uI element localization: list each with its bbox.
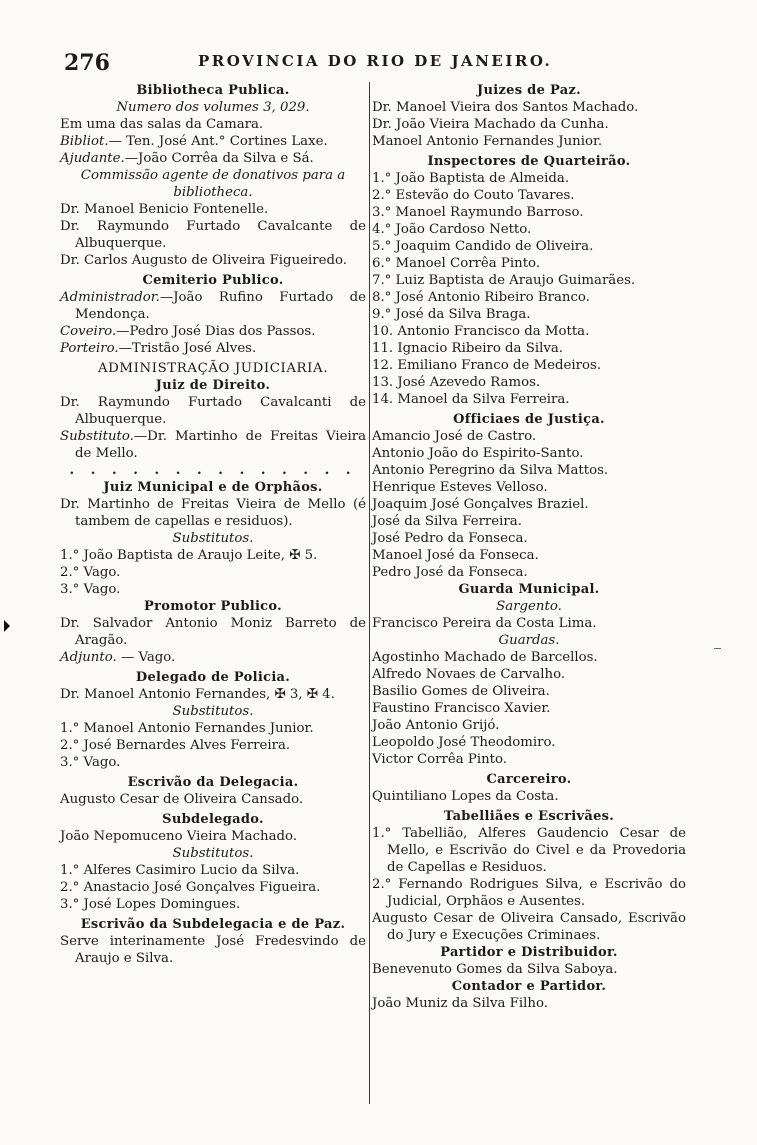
sergeant-heading: Sargento. [496, 599, 562, 614]
inspector-item: 3.° Manoel Raymundo Barroso. [372, 205, 584, 220]
substitute-item: 3.° Vago. [60, 755, 121, 770]
section-heading-administracao: ADMINISTRAÇÃO JUDICIARIA. [97, 361, 329, 376]
page-title: PROVINCIA DO RIO DE JANEIRO. [198, 52, 553, 70]
substitute-item: 3.° Vago. [60, 582, 121, 597]
police-delegate-name: Dr. Manoel Antonio Fernandes, ✠ 3, ✠ 4. [60, 687, 335, 702]
officer-item: Joaquim José Gonçalves Braziel. [372, 497, 589, 512]
section-heading-tabelliaes: Tabelliães e Escrivães. [443, 809, 615, 824]
officer-item: Manoel José da Fonseca. [372, 548, 539, 563]
section-heading-juizes-paz: Juizes de Paz. [477, 83, 581, 98]
section-heading-juiz-direito: Juiz de Direito. [155, 378, 271, 393]
officer-item: Antonio João do Espirito-Santo. [372, 446, 584, 461]
judge-name: Dr. Raymundo Furtado Cavalcanti de Albuquerque. [60, 395, 366, 427]
guard-item: Alfredo Novaes de Carvalho. [372, 667, 566, 682]
distributor-name: Benevenuto Gomes da Silva Saboya. [372, 962, 618, 977]
section-heading-contador: Contador e Partidor. [451, 979, 607, 994]
inspector-item: 2.° Estevão do Couto Tavares. [372, 188, 575, 203]
guard-item: Leopoldo José Theodomiro. [372, 735, 556, 750]
accountant-name: João Muniz da Silva Filho. [372, 996, 548, 1011]
substitute-item: 1.° Manoel Antonio Fernandes Junior. [60, 721, 314, 736]
section-heading-guarda: Guarda Municipal. [458, 582, 600, 597]
prosecutor-adjunct-name: — Vago. [116, 650, 176, 665]
inspector-item: 13. José Azevedo Ramos. [372, 375, 541, 390]
officer-item: Amancio José de Castro. [372, 429, 537, 444]
sergeant-name: Francisco Pereira da Costa Lima. [372, 616, 597, 631]
guard-item: Agostinho Machado de Barcellos. [372, 650, 598, 665]
cemetery-admin-name: —João Rufino Furtado de Mendonça. [75, 290, 366, 322]
role-label: Coveiro. [60, 324, 117, 339]
page-number: 276 [64, 50, 110, 76]
role-label: Bibliot. [60, 134, 109, 149]
justice-of-peace-item: Dr. Manoel Vieira dos Santos Machado. [372, 100, 639, 115]
justice-of-peace-item: Manoel Antonio Fernandes Junior. [372, 134, 603, 149]
section-heading-officiaes: Officiaes de Justiça. [453, 412, 605, 427]
inspector-item: 14. Manoel da Silva Ferreira. [372, 392, 570, 407]
section-heading-partidor: Partidor e Distribuidor. [440, 945, 618, 960]
section-heading-juiz-municipal: Juiz Municipal e de Orphãos. [103, 480, 323, 495]
subdelegacy-clerk-name: Serve interinamente José Fredesvindo de Araujo e Silva. [60, 934, 366, 966]
judge-substitute-name: —Dr. Martinho de Freitas Vieira de Mello. [75, 429, 366, 461]
guard-item: Basilio Gomes de Oliveira. [372, 684, 550, 699]
substitute-item: 2.° Vago. [60, 565, 121, 580]
section-heading-inspectores: Inspectores de Quarteirão. [427, 154, 631, 169]
section-heading-promotor: Promotor Publico. [144, 599, 282, 614]
committee-member: Dr. Raymundo Furtado Cavalcante de Albuquerque. [60, 219, 366, 251]
substitutes-heading: Substitutos. [172, 704, 254, 719]
gravedigger-name: —Pedro José Dias dos Passos. [116, 324, 316, 339]
judge-substitute-entry [60, 428, 366, 462]
inspector-item: 5.° Joaquim Candido de Oliveira. [372, 239, 594, 254]
role-label: Porteiro. [60, 341, 119, 356]
section-heading-escrivao-subdelegacia: Escrivão da Subdelegacia e de Paz. [80, 917, 346, 932]
guard-item: Faustino Francisco Xavier. [372, 701, 551, 716]
volumes-count: Numero dos volumes 3, 029. [116, 100, 310, 115]
section-heading-cemiterio: Cemiterio Publico. [142, 273, 284, 288]
guard-item: Victor Corrêa Pinto. [372, 752, 508, 767]
section-heading-carcereiro: Carcereiro. [486, 772, 572, 787]
officer-item: José Pedro da Fonseca. [372, 531, 528, 546]
notary-item: Augusto Cesar de Oliveira Cansado, Escrivão do Jury e Execuções Criminaes. [372, 911, 686, 943]
officer-item: Antonio Peregrino da Silva Mattos. [372, 463, 609, 478]
guard-item: João Antonio Grijó. [372, 718, 500, 733]
officer-item: José da Silva Ferreira. [372, 514, 522, 529]
role-label: Ajudante. [60, 151, 125, 166]
section-heading-subdelegado: Subdelegado. [162, 812, 264, 827]
section-heading-bibliotheca: Bibliotheca Publica. [136, 83, 290, 98]
inspector-item: 7.° Luiz Baptista de Araujo Guimarães. [372, 273, 636, 288]
substitute-item: 2.° Anastacio José Gonçalves Figueira. [60, 880, 321, 895]
right-column [372, 82, 686, 1012]
margin-arrow-icon [4, 620, 10, 632]
assistant-entry [60, 150, 366, 167]
column-divider [369, 82, 370, 1104]
substitute-item: 1.° Alferes Casimiro Lucio da Silva. [60, 863, 300, 878]
section-heading-escrivao-delegacia: Escrivão da Delegacia. [127, 775, 299, 790]
committee-member: Dr. Manoel Benicio Fontenelle. [60, 202, 269, 217]
library-location: Em uma das salas da Camara. [60, 117, 264, 132]
municipal-judge-name: Dr. Martinho de Freitas Vieira de Mello (é tambem de capellas e residuos). [60, 497, 366, 529]
inspector-item: 1.° João Baptista de Almeida. [372, 171, 570, 186]
substitutes-heading: Substitutos. [172, 846, 254, 861]
substitute-item: 1.° João Baptista de Araujo Leite, ✠ 5. [60, 548, 318, 563]
guards-heading: Guardas. [498, 633, 560, 648]
role-label: Adjunto. [60, 650, 117, 665]
librarian-name: — Ten. José Ant.° Cortines Laxe. [108, 134, 328, 149]
section-heading-delegado: Delegado de Policia. [135, 670, 291, 685]
inspector-item: 4.° João Cardoso Netto. [372, 222, 532, 237]
left-column [60, 82, 366, 967]
subdelegate-name: João Nepomuceno Vieira Machado. [60, 829, 298, 844]
assistant-name: —João Corrêa da Silva e Sá. [124, 151, 314, 166]
cemetery-admin-entry [60, 289, 366, 323]
committee-member: Dr. Carlos Augusto de Oliveira Figueiredo. [60, 253, 347, 268]
role-label: Substituto. [60, 429, 134, 444]
prosecutor-name: Dr. Salvador Antonio Moniz Barreto de Aragão. [60, 616, 366, 648]
jailer-name: Quintiliano Lopes da Costa. [372, 789, 559, 804]
inspector-item: 6.° Manoel Corrêa Pinto. [372, 256, 541, 271]
prosecutor-adjunct-entry [60, 649, 366, 666]
inspector-item: 12. Emiliano Franco de Medeiros. [372, 358, 602, 373]
notary-item: 2.° Fernando Rodrigues Silva, e Escrivão do Judicial, Orphãos e Ausentes. [372, 877, 686, 909]
substitutes-heading: Substitutos. [172, 531, 254, 546]
substitute-item: 2.° José Bernardes Alves Ferreira. [60, 738, 291, 753]
librarian-entry [60, 133, 366, 150]
inspector-item: 10. Antonio Francisco da Motta. [372, 324, 590, 339]
inspector-item: 11. Ignacio Ribeiro da Silva. [372, 341, 563, 356]
justice-of-peace-item: Dr. João Vieira Machado da Cunha. [372, 117, 609, 132]
substitute-item: 3.° José Lopes Domingues. [60, 897, 241, 912]
margin-dash-mark [714, 648, 721, 649]
gravedigger-entry [60, 323, 366, 340]
dotted-separator: . . . . . . . . . . . . . . [69, 463, 357, 478]
officer-item: Pedro José da Fonseca. [372, 565, 528, 580]
delegacy-clerk-name: Augusto Cesar de Oliveira Cansado. [60, 792, 304, 807]
role-label: Administrador. [60, 290, 160, 305]
notary-item: 1.° Tabellião, Alferes Gaudencio Cesar de Mello, e Escrivão do Civel e da Provedoria de Capellas e Residuos. [372, 826, 686, 875]
inspector-item: 9.° José da Silva Braga. [372, 307, 531, 322]
porter-entry [60, 340, 366, 357]
porter-name: —Tristão José Alves. [118, 341, 257, 356]
officer-item: Henrique Esteves Velloso. [372, 480, 548, 495]
donation-committee-heading: Commissão agente de donativos para a bibliotheca. [80, 168, 346, 200]
inspector-item: 8.° José Antonio Ribeiro Branco. [372, 290, 590, 305]
